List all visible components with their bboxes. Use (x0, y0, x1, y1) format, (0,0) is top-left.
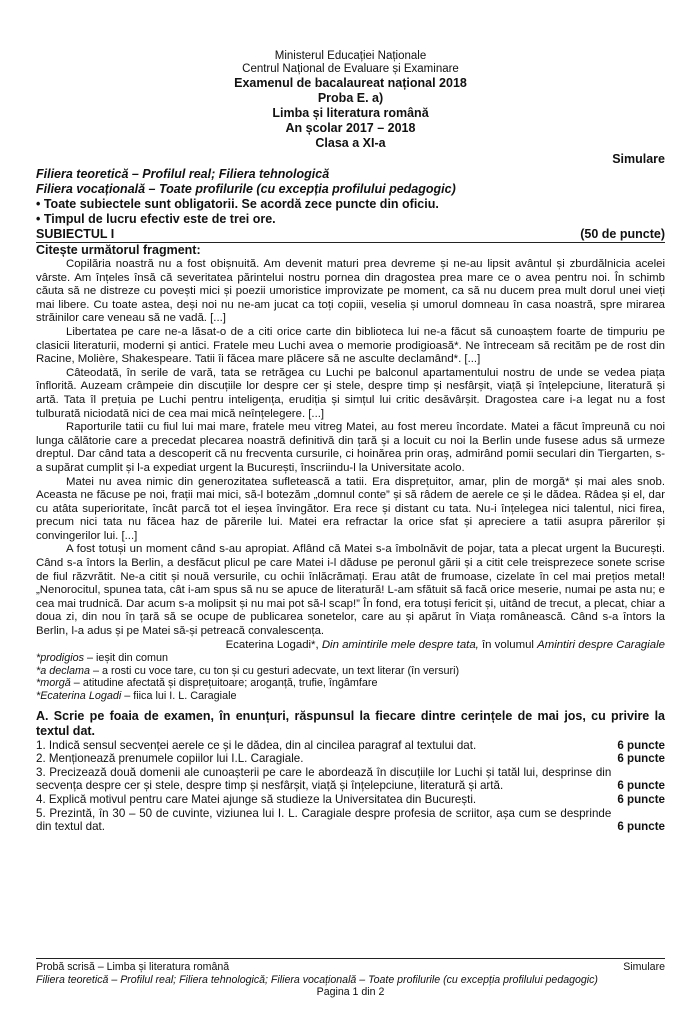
class-level: Clasa a XI-a (315, 136, 386, 150)
footer-test-name: Probă scrisă – Limba și literatura română (36, 961, 230, 973)
note-item (36, 652, 665, 665)
footer-row (36, 961, 665, 974)
question-text: 5. Prezintă, în 30 – 50 de cuvinte, viziunea lui I. L. Caragiale despre profesia de scriitor, așa cum se desprinde din textul dat. (36, 806, 612, 834)
source-volume: Amintiri despre Caragiale (537, 638, 665, 651)
question-points: 6 puncte (617, 738, 665, 752)
question-text: 3. Precizează două domenii ale cunoașterii pe care le abordează în discuțiile lor Luchi și tatăl lui, desprinse din secvența despre cer și stele, despre timp și nesfârșit, viață și înțelepciune, literatură și artă. (36, 765, 612, 793)
reading-instruction: Citește următorul fragment: (36, 243, 201, 257)
school-year: An școlar 2017 – 2018 (285, 121, 416, 135)
filiera-line-1: Filiera teoretică – Profilul real; Filiera tehnologică (36, 167, 330, 181)
note-term: *morgă (36, 677, 71, 690)
note-term: *prodigios (36, 652, 85, 665)
exam-page (36, 50, 665, 834)
note-term: *Ecaterina Logadi (36, 690, 122, 702)
note-item (36, 677, 665, 690)
note-item (36, 665, 665, 678)
question-item (36, 793, 665, 807)
question-item (36, 766, 665, 793)
source-citation (36, 639, 665, 653)
note-term: *a declama (36, 664, 91, 677)
rule-1: • Toate subiectele sunt obligatorii. Se acordă zece puncte din oficiu. (36, 197, 439, 211)
page-footer (36, 958, 665, 999)
paragraph: Câteodată, în serile de vară, tata se retrăgea cu Luchi pe balconul apartamentului nostru de unde se vedea piața înflorită. Auzeam crâmpeie din discuțiile lor despre cer și stele, despre timp și nesfârșit, viață și înțelepciune, literatură și artă. Tata îl prețuia pe Luchi pentru inteligența, erudiția și simțul lui critic desăvârșit. Dragostea care i-a legat nu a fost tulburată niciodată nici de cea mai mică neînțelegere. [...] (36, 366, 665, 420)
source-work: Din amintirile mele despre tata, (321, 638, 479, 651)
question-points: 6 puncte (617, 792, 665, 806)
footer-simulare: Simulare (623, 961, 665, 973)
ministry-name: Ministerul Educației Naționale (274, 50, 427, 62)
page-number: Pagina 1 din 2 (316, 986, 385, 999)
question-item (36, 807, 665, 834)
exam-subject: Limba și literatura română (272, 106, 429, 120)
question-points: 6 puncte (617, 820, 665, 834)
paragraph: Raporturile tatii cu fiul lui mai mare, fratele meu vitreg Matei, au fost mereu încordate. Matei a făcut împreună cu noi lunga călătorie care a precedat plecarea noastră definitivă din țară și a locuit cu noi la Berlin unde fusese adus să urmeze dreptul. Dar când tata a descoperit că nu frecventa cursurile, ci hoinărea prin oraș, admirând pomii seculari din Tiergarten, s-a supărat cumplit și l-a expediat urgent la București, înscriindu-l la Universitate acolo. (36, 421, 665, 474)
rule-2: • Timpul de lucru efectiv este de trei ore. (36, 212, 276, 226)
paragraph: Matei nu avea nimic din generozitatea sufletească a tatii. Era disprețuitor, amar, plin de morgă* și mai ales snob. Aceasta ne făcuse pe noi, frații mai mici, să-l botezăm „domnul conte” și să râdem de aerele ce și le dădea. Râdea și el, dar cu atâta superioritate, încât parcă tot el ieșea învingător. Era rece și distant cu tata. Nu-i înțelegea nici talentul, nici firea, precum nici tata nu făcea haz de părerile lui. Matei era refractar la orice sfat și apreciere a tatii asupra părerilor și convingerilor lui. [...] (36, 475, 665, 542)
glossary-notes (36, 652, 665, 702)
source-author: Ecaterina Logadi*, (225, 638, 319, 651)
simulare-label: Simulare (612, 152, 665, 166)
question-points: 6 puncte (617, 752, 665, 766)
source-volume-prefix: în volumul (482, 638, 534, 651)
exam-proba: Proba E. a) (317, 91, 384, 105)
note-def: – a rosti cu voce tare, cu ton și cu gesturi adecvate, un text literar (în versuri) (90, 664, 460, 677)
note-def: – atitudine afectată și disprețuitoare; aroganță, trufie, îngâmfare (70, 677, 378, 690)
question-points: 6 puncte (617, 779, 665, 793)
paragraph: Libertatea pe care ne-a lăsat-o de a citi orice carte din biblioteca lui ne-a făcut să cunoaștem foarte de timpuriu pe clasicii literaturii, moderni și antici. Fratele meu Luchi avea o memorie prodigioasă*. Ne întreceam să recităm pe de rost din Racine, Molière, Shakespeare. Tatii îi făcea mare plăcere să ne asculte declamând*. [...] (36, 325, 665, 366)
subject-points: (50 de puncte) (580, 227, 665, 241)
question-text: 2. Menționează prenumele copiilor lui I.L. Caragiale. (36, 752, 304, 766)
exam-title: Examenul de bacalaureat național 2018 (234, 76, 467, 90)
paragraph: Copilăria noastră nu a fost obișnuită. Am devenit maturi prea devreme și ne-au lipsit avântul și zburdălnicia acelei vârste. Am înțeles însă că severitatea părintelui nostru pornea din dragostea prea mare ce o avea pentru noi. În schimb căuta să ne distreze cu povești mici și poezii umoristice improvizate pe moment, ca să nu ducem prea mult dorul unei vieți mai libere. Cu toate astea, deși noi nu ne-am jucat ca toți copiii, veselia și umorul domneau în casa noastră, spre mirarea străinilor care veneau să ne vadă. [...] (36, 258, 665, 325)
fragment-text (36, 258, 665, 639)
question-text: 4. Explică motivul pentru care Matei ajunge să studieze la Universitatea din București. (36, 792, 477, 806)
footer-filiera: Filiera teoretică – Profilul real; Filiera tehnologică; Filiera vocațională – Toate profilurile (cu excepția profilului pedagogic) (36, 973, 598, 986)
paragraph: A fost totuși un moment când s-au apropiat. Aflând că Matei s-a îmbolnăvit de pojar, tata a plecat urgent la București. Când s-a întors la Berlin, a desfăcut plicul pe care Matei i-l dăduse pe peronul gării și a citit cele treisprezece sonete scrise de fiul răzvrătit. Ne-a citit și nouă versurile, cu ochii înlăcrămați. Erau atât de frumoase, cizelate în cel mai prețios metal! „Nenorocitul, spunea tata, cât i-am spus să nu se apuce de literatură! L-am sfătuit să facă orice meserie, numai pe asta nu; e cea mai trudnică. Dar acum s-a molipsit și nu mai pot să-l scap!” În fond, era totuși fericit și, uitând de trecut, a plecat, chiar a doua zi, din nou în țară să se ocupe de publicarea sonetelor, care au și apărut în Viața românească. Când s-a întors la Berlin, l-a adus și pe Matei să-și petreacă convalescența. (36, 543, 665, 638)
center-name: Centrul Național de Evaluare și Examinare (242, 63, 459, 75)
section-a-instruction: A. Scrie pe foaia de examen, în enunțuri, răspunsul la fiecare dintre cerințele de mai jos, cu privire la textul dat. (36, 708, 665, 738)
question-item (36, 752, 665, 766)
question-item (36, 739, 665, 753)
subject-heading (36, 227, 665, 243)
note-def: – fiica lui I. L. Caragiale (121, 690, 237, 702)
question-text: 1. Indică sensul secvenței aerele ce și le dădea, din al cincilea paragraf al textului dat. (36, 738, 477, 752)
filiera-line-2: Filiera vocațională – Toate profilurile (cu excepția profilului pedagogic) (36, 182, 456, 196)
subject-title: SUBIECTUL I (36, 227, 115, 241)
note-def: – ieșit din comun (84, 652, 169, 665)
note-item (36, 690, 665, 703)
